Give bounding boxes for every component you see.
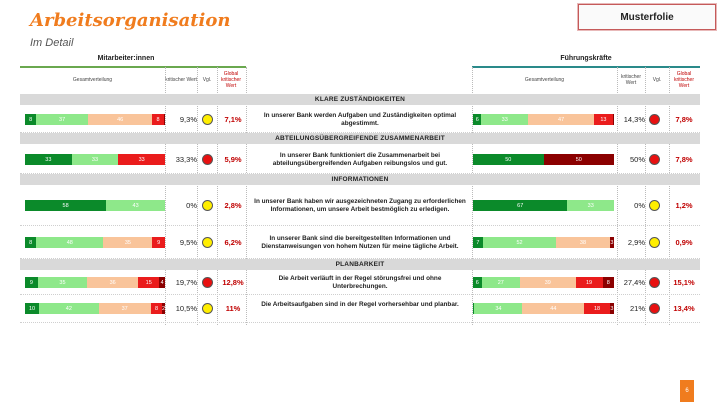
page-subtitle: Im Detail (30, 37, 74, 49)
distribution-bar-left (25, 154, 165, 165)
table-row (20, 295, 700, 323)
traffic-light-red-icon (649, 114, 660, 125)
bar-segment: 6 (473, 114, 481, 125)
bar-segment: 47 (528, 114, 594, 125)
bar-segment: 8 (152, 114, 163, 125)
header-global-left: Global kritischer Wert (220, 71, 241, 89)
bar-segment: 43 (106, 200, 165, 211)
bar-segment: 33 (567, 200, 614, 211)
critical-value-left: 10,5% (175, 304, 197, 313)
header-global-right: Global kritischer Wert (673, 71, 694, 89)
distribution-bar-right (473, 277, 614, 288)
bar-segment: 44 (522, 303, 584, 314)
header-critical-right: kritischer Wert (620, 74, 641, 86)
global-critical-value-right: 7,8% (675, 115, 693, 124)
statement-text: In unserer Bank haben wir ausgezeichneten Zugang zu erforderlichen Informationen, um unsere Arbeit bestmöglich zu erledigen. (254, 198, 466, 214)
statement-text: Die Arbeit verläuft in der Regel störungsfrei und ohne Unterbrechungen. (278, 275, 442, 291)
global-critical-value-left: 7,1% (224, 115, 242, 124)
bar-segment: 33 (481, 114, 528, 125)
bar-segment: 36 (87, 277, 138, 288)
distribution-bar-left (25, 200, 165, 211)
distribution-bar-right (473, 237, 614, 248)
bar-segment: 67 (473, 200, 567, 211)
bar-segment: 13 (594, 114, 612, 125)
table-row (20, 145, 700, 174)
statement-text: In unserer Bank funktioniert die Zusammenarbeit bei abteilungsübergreifenden Aufgaben reibungslos und gut. (272, 152, 448, 168)
critical-value-right: 50% (629, 155, 645, 164)
page-title: Arbeitsorganisation (30, 10, 231, 31)
bar-segment: 37 (99, 303, 151, 314)
critical-value-left: 9,3% (179, 115, 197, 124)
header-comparison-left: Vgl. (202, 77, 212, 83)
critical-value-right: 0% (634, 201, 645, 210)
critical-value-left: 0% (186, 201, 197, 210)
global-critical-value-left: 6,2% (224, 238, 242, 247)
bar-segment: 8 (151, 303, 162, 314)
statement-text: In unserer Bank werden Aufgaben und Zuständigkeiten optimal abgestimmt. (263, 112, 457, 128)
global-critical-value-right: 0,9% (675, 238, 693, 247)
table-row (20, 271, 700, 295)
distribution-bar-left (25, 277, 165, 288)
bar-segment: 19 (576, 277, 603, 288)
bar-segment: 6 (473, 277, 482, 288)
bar-segment: 2 (162, 303, 165, 314)
header-distribution-left: Gesamtverteilung (72, 77, 113, 83)
distribution-bar-right (473, 114, 614, 125)
distribution-bar-left (25, 303, 165, 314)
bar-segment: 33 (72, 154, 119, 165)
bar-segment: 27 (482, 277, 520, 288)
distribution-bar-left (25, 237, 165, 248)
bar-segment: 50 (473, 154, 544, 165)
section-cross-department-collaboration: ABTEILUNGSÜBERGREIFENDE ZUSAMMENARBEIT (20, 133, 700, 144)
critical-value-left: 33,3% (175, 155, 197, 164)
traffic-light-red-icon (202, 154, 213, 165)
table-row (20, 186, 700, 226)
bar-segment: 3 (610, 303, 614, 314)
traffic-light-yellow-icon (202, 114, 213, 125)
musterfolie-badge: Musterfolie (578, 4, 716, 30)
traffic-light-red-icon (649, 277, 660, 288)
bar-segment: 9 (25, 277, 38, 288)
traffic-light-yellow-icon (202, 237, 213, 248)
bar-segment: 42 (39, 303, 98, 314)
global-critical-value-left: 5,9% (224, 155, 242, 164)
header-comparison-right: Vgl. (652, 77, 662, 83)
traffic-light-yellow-icon (649, 237, 660, 248)
global-critical-value-right: 7,8% (675, 155, 693, 164)
traffic-light-red-icon (649, 154, 660, 165)
global-critical-value-left: 12,8% (222, 278, 244, 287)
global-critical-value-left: 2,8% (224, 201, 242, 210)
bar-segment: 15 (138, 277, 159, 288)
critical-value-right: 2,9% (627, 238, 645, 247)
bar-segment: 8 (603, 277, 614, 288)
bar-segment: 8 (25, 237, 36, 248)
traffic-light-red-icon (202, 277, 213, 288)
bar-segment: 33 (118, 154, 165, 165)
group-title-managers: Führungskräfte (560, 55, 612, 62)
bar-segment: 52 (483, 237, 556, 248)
distribution-bar-right (473, 200, 614, 211)
traffic-light-yellow-icon (202, 200, 213, 211)
bar-segment: 58 (25, 200, 106, 211)
bar-segment: 18 (584, 303, 609, 314)
header-distribution-right: Gesamtverteilung (524, 77, 565, 83)
bar-segment: 9 (152, 237, 165, 248)
bar-segment: 8 (25, 114, 36, 125)
header-critical-left: kritischer Wert (165, 77, 197, 83)
distribution-bar-right (473, 154, 614, 165)
group-title-employees: Mitarbeiter:innen (97, 55, 155, 62)
bar-segment: 3 (610, 237, 614, 248)
global-critical-value-right: 15,1% (673, 278, 695, 287)
critical-value-right: 27,4% (623, 278, 645, 287)
bar-segment: 38 (556, 237, 610, 248)
page-number: 6 (680, 380, 694, 402)
bar-segment: 35 (38, 277, 87, 288)
distribution-bar-right (473, 303, 614, 314)
bar-segment: 50 (544, 154, 615, 165)
statement-text: In unserer Bank sind die bereitgestellten Informationen und Dienstanweisungen von hohem Nutzen für meine tägliche Arbeit. (261, 235, 459, 251)
section-plannability: PLANBARKEIT (20, 259, 700, 270)
critical-value-right: 21% (629, 304, 645, 313)
bar-segment: 46 (88, 114, 152, 125)
critical-value-right: 14,3% (623, 115, 645, 124)
bar-segment: 48 (36, 237, 103, 248)
statement-text: Die Arbeitsaufgaben sind in der Regel vorhersehbar und planbar. (261, 301, 459, 308)
section-information: INFORMATIONEN (20, 174, 700, 185)
bar-segment: 33 (25, 154, 72, 165)
bar-segment: 35 (103, 237, 152, 248)
table-row (20, 226, 700, 259)
global-critical-value-right: 13,4% (673, 304, 695, 313)
traffic-light-red-icon (649, 303, 660, 314)
global-critical-value-right: 1,2% (675, 201, 693, 210)
section-clear-responsibilities: KLARE ZUSTÄNDIGKEITEN (20, 94, 700, 105)
traffic-light-yellow-icon (202, 303, 213, 314)
critical-value-left: 19,7% (175, 278, 197, 287)
bar-segment: 37 (36, 114, 88, 125)
distribution-bar-left (25, 114, 165, 125)
bar-segment: 10 (25, 303, 39, 314)
table-row (20, 106, 700, 133)
bar-segment: 7 (473, 237, 483, 248)
traffic-light-yellow-icon (649, 200, 660, 211)
bar-segment: 39 (520, 277, 576, 288)
bar-segment: 4 (159, 277, 165, 288)
bar-segment: 34 (474, 303, 522, 314)
global-critical-value-left: 11% (225, 304, 241, 313)
critical-value-left: 9,5% (179, 238, 197, 247)
